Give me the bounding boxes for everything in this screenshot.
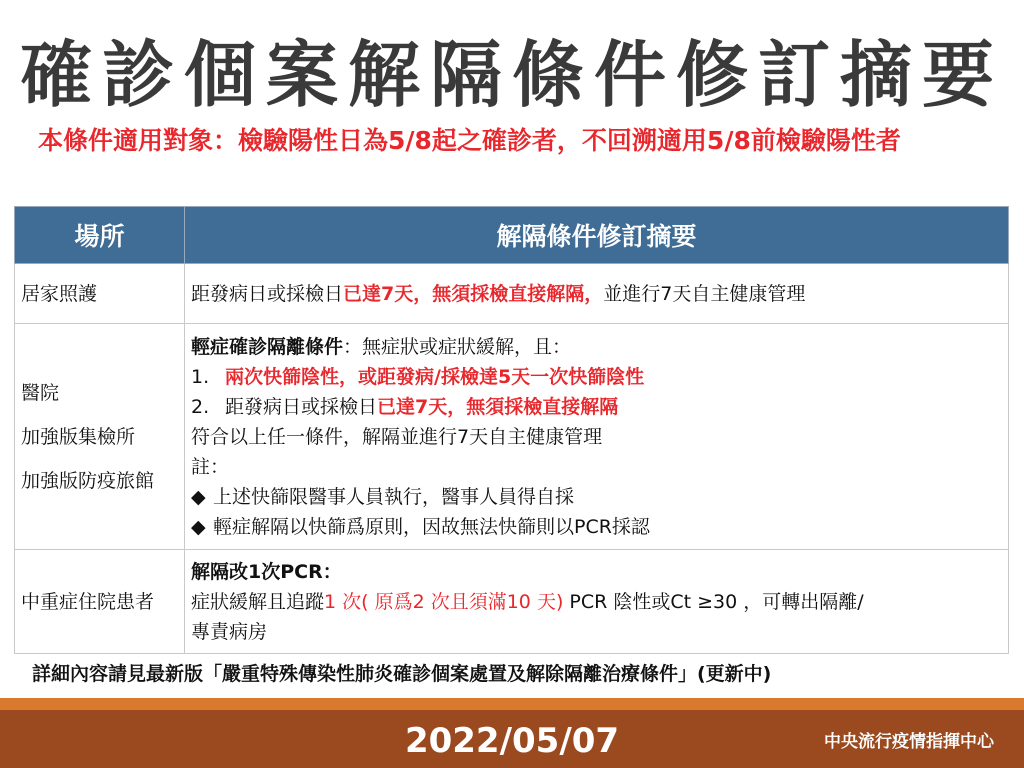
place-quarantine-hotel: 加強版防疫旅館	[21, 469, 155, 492]
footer-organization: 中央流行疫情指揮中心	[824, 732, 994, 752]
highlight-text: 兩次快篩陰性，或距發病/採檢達5天一次快篩陰性	[225, 365, 645, 388]
note-text: 輕症解隔以快篩爲原則，因故無法快篩則以PCR採認	[213, 515, 650, 538]
severe-line-2: 專責病房	[191, 620, 268, 643]
text-segment: 距發病日或採檢日	[225, 395, 378, 418]
table-row	[15, 264, 1009, 324]
row-home-care-content	[185, 264, 1009, 324]
mild-heading-rest: ：無症狀或症狀緩解，且：	[343, 335, 572, 358]
text-segment: 症狀緩解且追蹤	[191, 590, 325, 613]
place-severe-inpatient: 中重症住院患者	[15, 550, 185, 654]
footer-stripe	[0, 698, 1024, 710]
note-item-2	[191, 512, 1002, 542]
item-number: 1.	[191, 365, 210, 388]
severe-heading: 解隔改1次PCR：	[191, 560, 342, 583]
severe-line	[191, 587, 1002, 617]
note-item-1	[191, 482, 1002, 512]
reference-footnote: 詳細內容請見最新版「嚴重特殊傳染性肺炎確診個案處置及解除隔離治療條件」(更新中)	[32, 663, 772, 685]
table-header-row	[15, 207, 1009, 264]
summary-table	[14, 206, 1009, 654]
highlight-text: 1 次( 原爲2 次且須滿10 天)	[324, 590, 564, 613]
diamond-bullet-icon: ◆	[191, 485, 206, 508]
text-segment: 並進行7天自主健康管理	[603, 282, 806, 305]
mild-heading-bold: 輕症確診隔離條件	[191, 335, 344, 358]
text-segment: PCR 陰性或Ct ≥30 ，可轉出隔離/	[563, 590, 864, 613]
page-title: 確診個案解隔條件修訂摘要	[19, 33, 1004, 117]
place-hospital: 醫院	[21, 381, 60, 404]
condition-item-1	[191, 362, 1002, 392]
diamond-bullet-icon: ◆	[191, 515, 206, 538]
applicability-note: 本條件適用對象：檢驗陽性日為5/8起之確診者，不回溯適用5/8前檢驗陽性者	[38, 126, 901, 155]
column-header-summary: 解隔條件修訂摘要	[185, 207, 1009, 264]
note-text: 上述快篩限醫事人員執行，醫事人員得自採	[213, 485, 575, 508]
row-mild-content	[185, 324, 1009, 550]
table-row	[15, 550, 1009, 654]
place-quarantine-center: 加強版集檢所	[21, 425, 136, 448]
place-home-care: 居家照護	[15, 264, 185, 324]
condition-item-2	[191, 392, 1002, 422]
note-label: 註：	[191, 455, 230, 478]
highlight-text: 已達7天，無須採檢直接解隔，	[343, 282, 604, 305]
row-severe-content	[185, 550, 1009, 654]
footer-date: 2022/05/07	[404, 721, 620, 761]
column-header-place: 場所	[15, 207, 185, 264]
highlight-text: 已達7天，無須採檢直接解隔	[377, 395, 619, 418]
text-segment: 距發病日或採檢日	[191, 282, 344, 305]
mild-heading	[191, 332, 1002, 362]
item-number: 2.	[191, 395, 210, 418]
place-hospital-group	[15, 324, 185, 550]
condition-summary: 符合以上任一條件，解隔並進行7天自主健康管理	[191, 425, 603, 448]
table-row	[15, 324, 1009, 550]
